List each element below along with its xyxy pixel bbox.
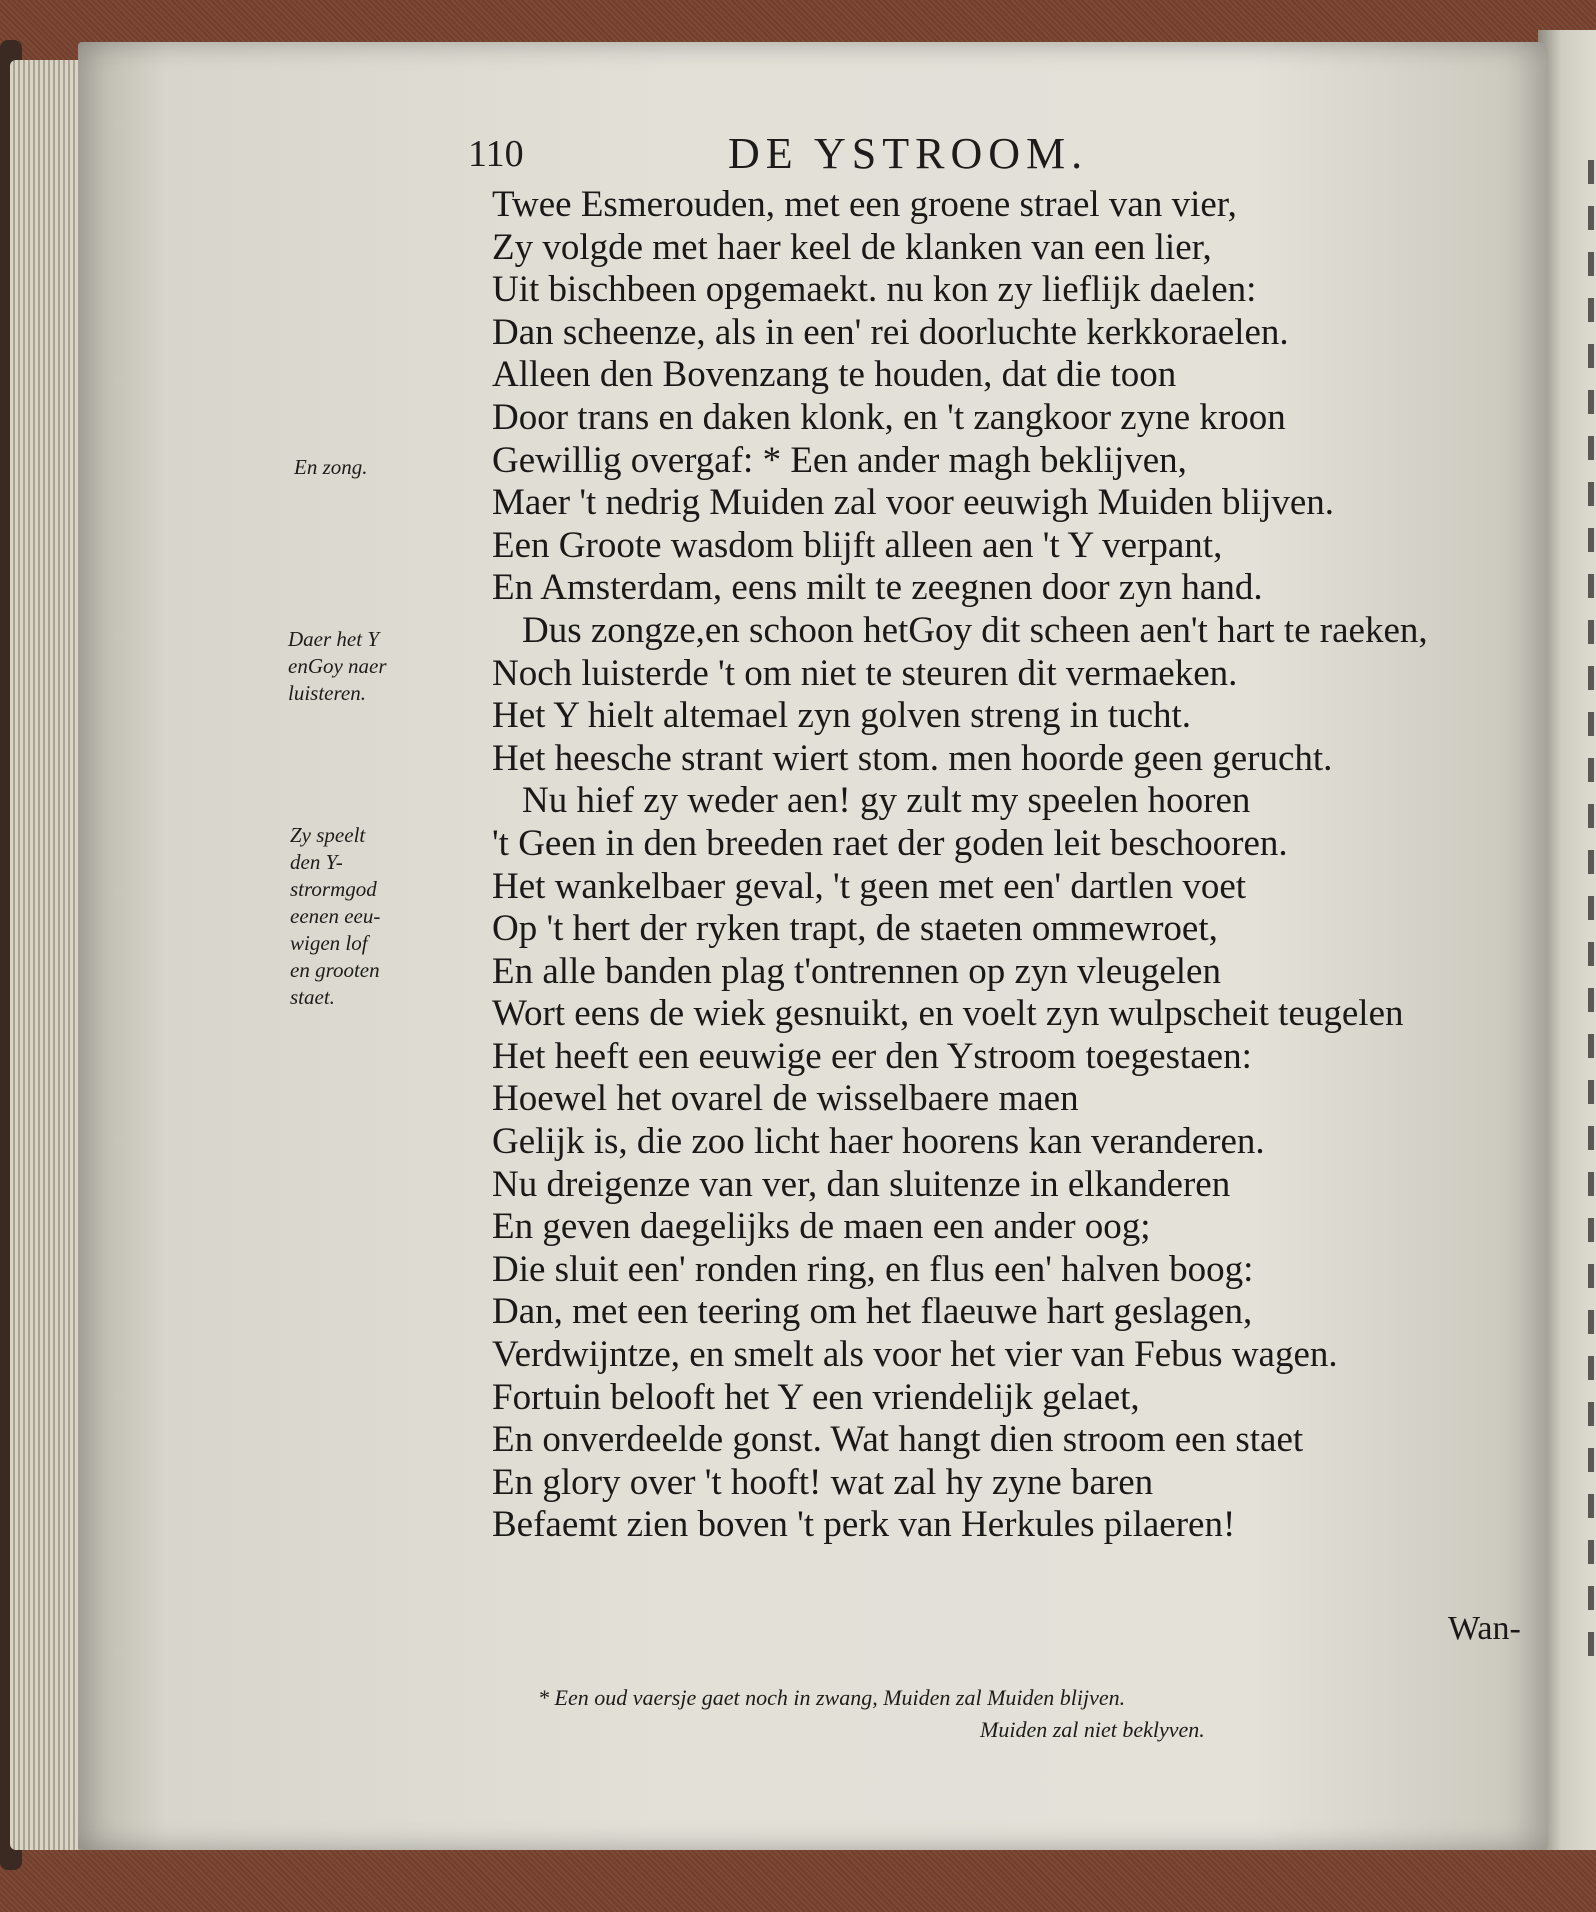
verse-line: Noch luisterde 't om niet te steuren dit vermaeken. [492,652,1238,694]
verse-line: Fortuin belooft het Y een vriendelijk gelaet, [492,1376,1140,1418]
verse-line: Befaemt zien boven 't perk van Herkules pilaeren! [492,1504,1236,1546]
verse-line: Het heesche strant wiert stom. men hoorde geen gerucht. [492,737,1333,779]
page-header [388,128,1308,188]
sidenote-line: Daer het Y [288,627,379,651]
verse-line: Dan, met een teering om het flaeuwe hart geslagen, [492,1291,1253,1333]
verse-line: En Amsterdam, eens milt te zeegnen door zyn hand. [492,567,1263,609]
verse-body [492,184,1552,1547]
footnote-line-1: * Een oud vaersje gaet noch in zwang, Muiden zal Muiden blijven. [538,1685,1126,1710]
sidenote-line: en grooten [290,958,380,982]
verse-line: Uit bischbeen opgemaekt. nu kon zy lieflijk daelen: [492,269,1257,311]
verse-line: Gelijk is, die zoo licht haer hoorens kan veranderen. [492,1121,1265,1163]
verse-line: Die sluit een' ronden ring, en flus een' halven boog: [492,1248,1254,1290]
verse-line: En geven daegelijks de maen een ander oog; [492,1206,1151,1248]
verse-line: Nu dreigenze van ver, dan sluitenze in elkanderen [492,1163,1231,1205]
verse-line: Dus zongze,en schoon hetGoy dit scheen aen't hart te raeken, [522,609,1428,651]
verse-line: Maer 't nedrig Muiden zal voor eeuwigh Muiden blijven. [492,482,1335,524]
sidenote-line: strormgod [290,877,377,901]
sidenote-line: enGoy naer [288,654,387,678]
verse-line: Gewillig overgaf: * Een ander magh beklijven, [492,439,1187,481]
verse-line: Zy volgde met haer keel de klanken van een lier, [492,226,1212,268]
footnote-line-2: Muiden zal niet beklyven. [980,1717,1205,1742]
page-number: 110 [468,133,524,175]
sidenote-line: Zy speelt [290,823,366,847]
running-title: DE YSTROOM. [728,129,1089,178]
verse-line: Twee Esmerouden, met een groene strael van vier, [492,184,1237,225]
verse-line: Het Y hielt altemael zyn golven streng in tucht. [492,695,1192,737]
sidenote-line: staet. [290,985,335,1009]
verse-line: En onverdeelde gonst. Wat hangt dien stroom een staet [492,1419,1304,1461]
verse-line: Wort eens de wiek gesnuikt, en voelt zyn wulpscheit teugelen [492,993,1404,1035]
verse-line: Dan scheenze, als in een' rei doorluchte kerkkoraelen. [492,311,1289,353]
verse-line: Het heeft een eeuwige eer den Ystroom toegestaen: [492,1035,1252,1077]
verse-line: Alleen den Bovenzang te houden, dat die toon [492,354,1177,396]
sidenote-en-zong [294,454,368,481]
facing-page-text-edge [1588,160,1594,1660]
verse-line: Een Groote wasdom blijft alleen aen 't Y verpant, [492,524,1223,566]
verse-line: Verdwijntze, en smelt als voor het vier van Febus wagen. [492,1334,1338,1376]
sidenote-line: En zong. [294,455,368,479]
footnote [538,1682,1338,1746]
sidenote-line: luisteren. [288,681,366,705]
verse-line: Hoewel het ovarel de wisselbaere maen [492,1078,1079,1120]
verse-line: En glory over 't hooft! wat zal hy zyne baren [492,1461,1154,1503]
sidenote-line: wigen lof [290,931,368,955]
verse-line: Op 't hert der ryken trapt, de staeten ommewroet, [492,908,1218,950]
sidenote-daer-het-y [288,626,387,707]
book-page [78,42,1548,1850]
sidenote-line: eenen eeu- [290,904,381,928]
catchword: Wan- [1448,1610,1521,1647]
verse-line: Nu hief zy weder aen! gy zult my speelen hooren [522,780,1251,822]
verse-line: Door trans en daken klonk, en 't zangkoor zyne kroon [492,396,1286,438]
verse-line: 't Geen in den breeden raet der goden leit beschooren. [492,822,1288,864]
sidenote-line: den Y- [290,850,343,874]
verse-line: Het wankelbaer geval, 't geen met een' dartlen voet [492,865,1247,907]
sidenote-zy-speelt [290,822,380,1011]
verse-line: En alle banden plag t'ontrennen op zyn vleugelen [492,950,1221,992]
